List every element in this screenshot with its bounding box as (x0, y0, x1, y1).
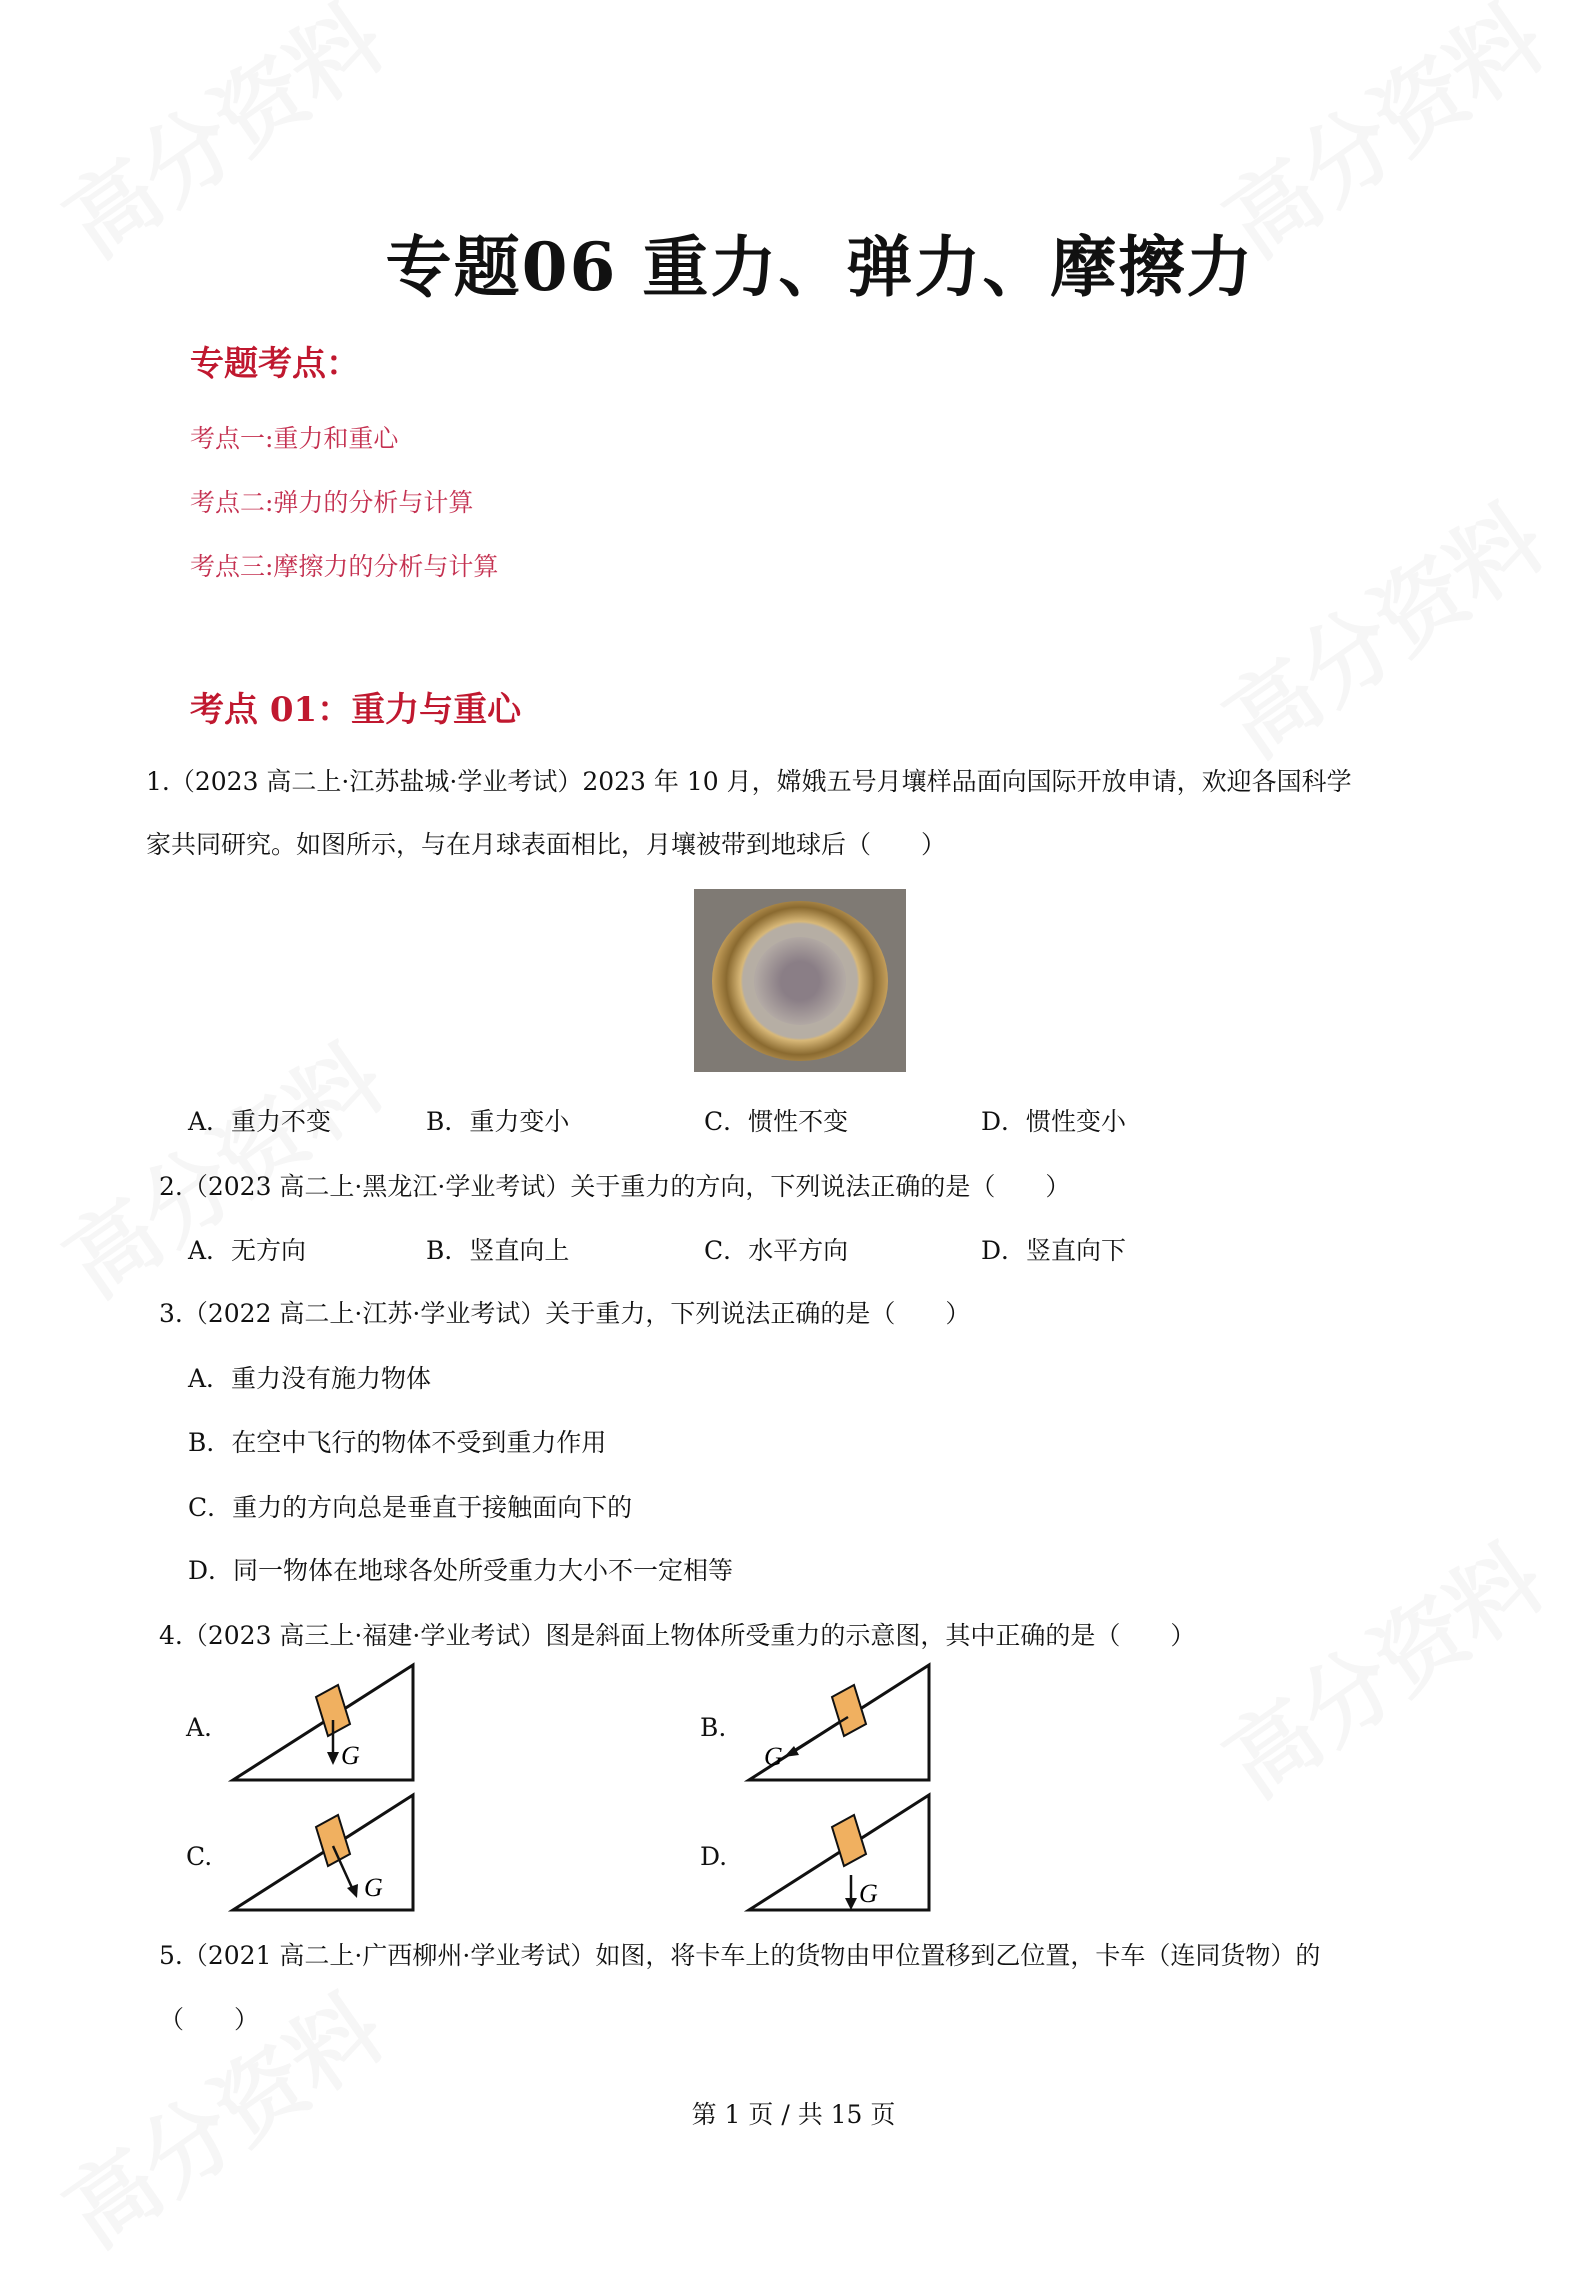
lunar-soil-sample-image (694, 889, 906, 1072)
page-footer: 第 1 页 / 共 15 页 (691, 2100, 896, 2129)
page-title: 专题06 重力、弹力、摩擦力 (385, 228, 1255, 306)
question-1-text: 1.（2023 高二上·江苏盐城·学业考试）2023 年 10 月，嫦娥五号月壤样品面向国际开放申请，欢迎各国科学 (146, 767, 1352, 796)
q2-option-a: A．无方向 (188, 1236, 307, 1265)
question-5-text-cont: （ ） (159, 2005, 260, 2034)
q1-option-b: B．重力变小 (426, 1107, 570, 1136)
force-label-g: G (341, 1741, 360, 1770)
q4-option-b-label: B. (700, 1713, 727, 1742)
incline-diagram-b (744, 1660, 944, 1785)
q1-option-d: D．惯性变小 (981, 1107, 1127, 1136)
q4-option-a-label: A. (186, 1713, 213, 1742)
question-2-text: 2.（2023 高二上·黑龙江·学业考试）关于重力的方向，下列说法正确的是（ ） (159, 1172, 1071, 1201)
q2-option-c: C．水平方向 (704, 1236, 849, 1265)
topic-item-1: 考点一:重力和重心 (190, 424, 399, 453)
section-heading: 考点 01：重力与重心 (190, 690, 522, 730)
svg-text:G: G (764, 1742, 783, 1771)
q3-option-c: C．重力的方向总是垂直于接触面向下的 (188, 1493, 633, 1522)
q2-option-d: D．竖直向下 (981, 1236, 1127, 1265)
question-4-text: 4.（2023 高三上·福建·学业考试）图是斜面上物体所受重力的示意图，其中正确的是（ ） (159, 1621, 1196, 1650)
question-1-text-cont: 家共同研究。如图所示，与在月球表面相比，月壤被带到地球后（ ） (146, 830, 947, 859)
topic-item-3: 考点三:摩擦力的分析与计算 (190, 552, 499, 581)
svg-text:G: G (364, 1873, 383, 1902)
topics-heading: 专题考点： (190, 344, 360, 384)
q4-option-d-label: D. (700, 1842, 728, 1871)
incline-diagram-d (744, 1790, 944, 1915)
q3-option-b: B．在空中飞行的物体不受到重力作用 (188, 1428, 607, 1457)
question-5-text: 5.（2021 高二上·广西柳州·学业考试）如图，将卡车上的货物由甲位置移到乙位置，卡车（连同货物）的 (159, 1941, 1321, 1970)
svg-text:G: G (859, 1879, 878, 1908)
q4-option-c-label: C. (186, 1842, 213, 1871)
topic-item-2: 考点二:弹力的分析与计算 (190, 488, 474, 517)
question-3-text: 3.（2022 高二上·江苏·学业考试）关于重力，下列说法正确的是（ ） (159, 1299, 971, 1328)
q3-option-d: D．同一物体在地球各处所受重力大小不一定相等 (188, 1556, 734, 1585)
q2-option-b: B．竖直向上 (426, 1236, 570, 1265)
q1-option-c: C．惯性不变 (704, 1107, 849, 1136)
q3-option-a: A．重力没有施力物体 (188, 1364, 432, 1393)
incline-diagram-c (228, 1790, 428, 1915)
q1-option-a: A．重力不变 (188, 1107, 332, 1136)
incline-diagram-a (228, 1660, 428, 1785)
